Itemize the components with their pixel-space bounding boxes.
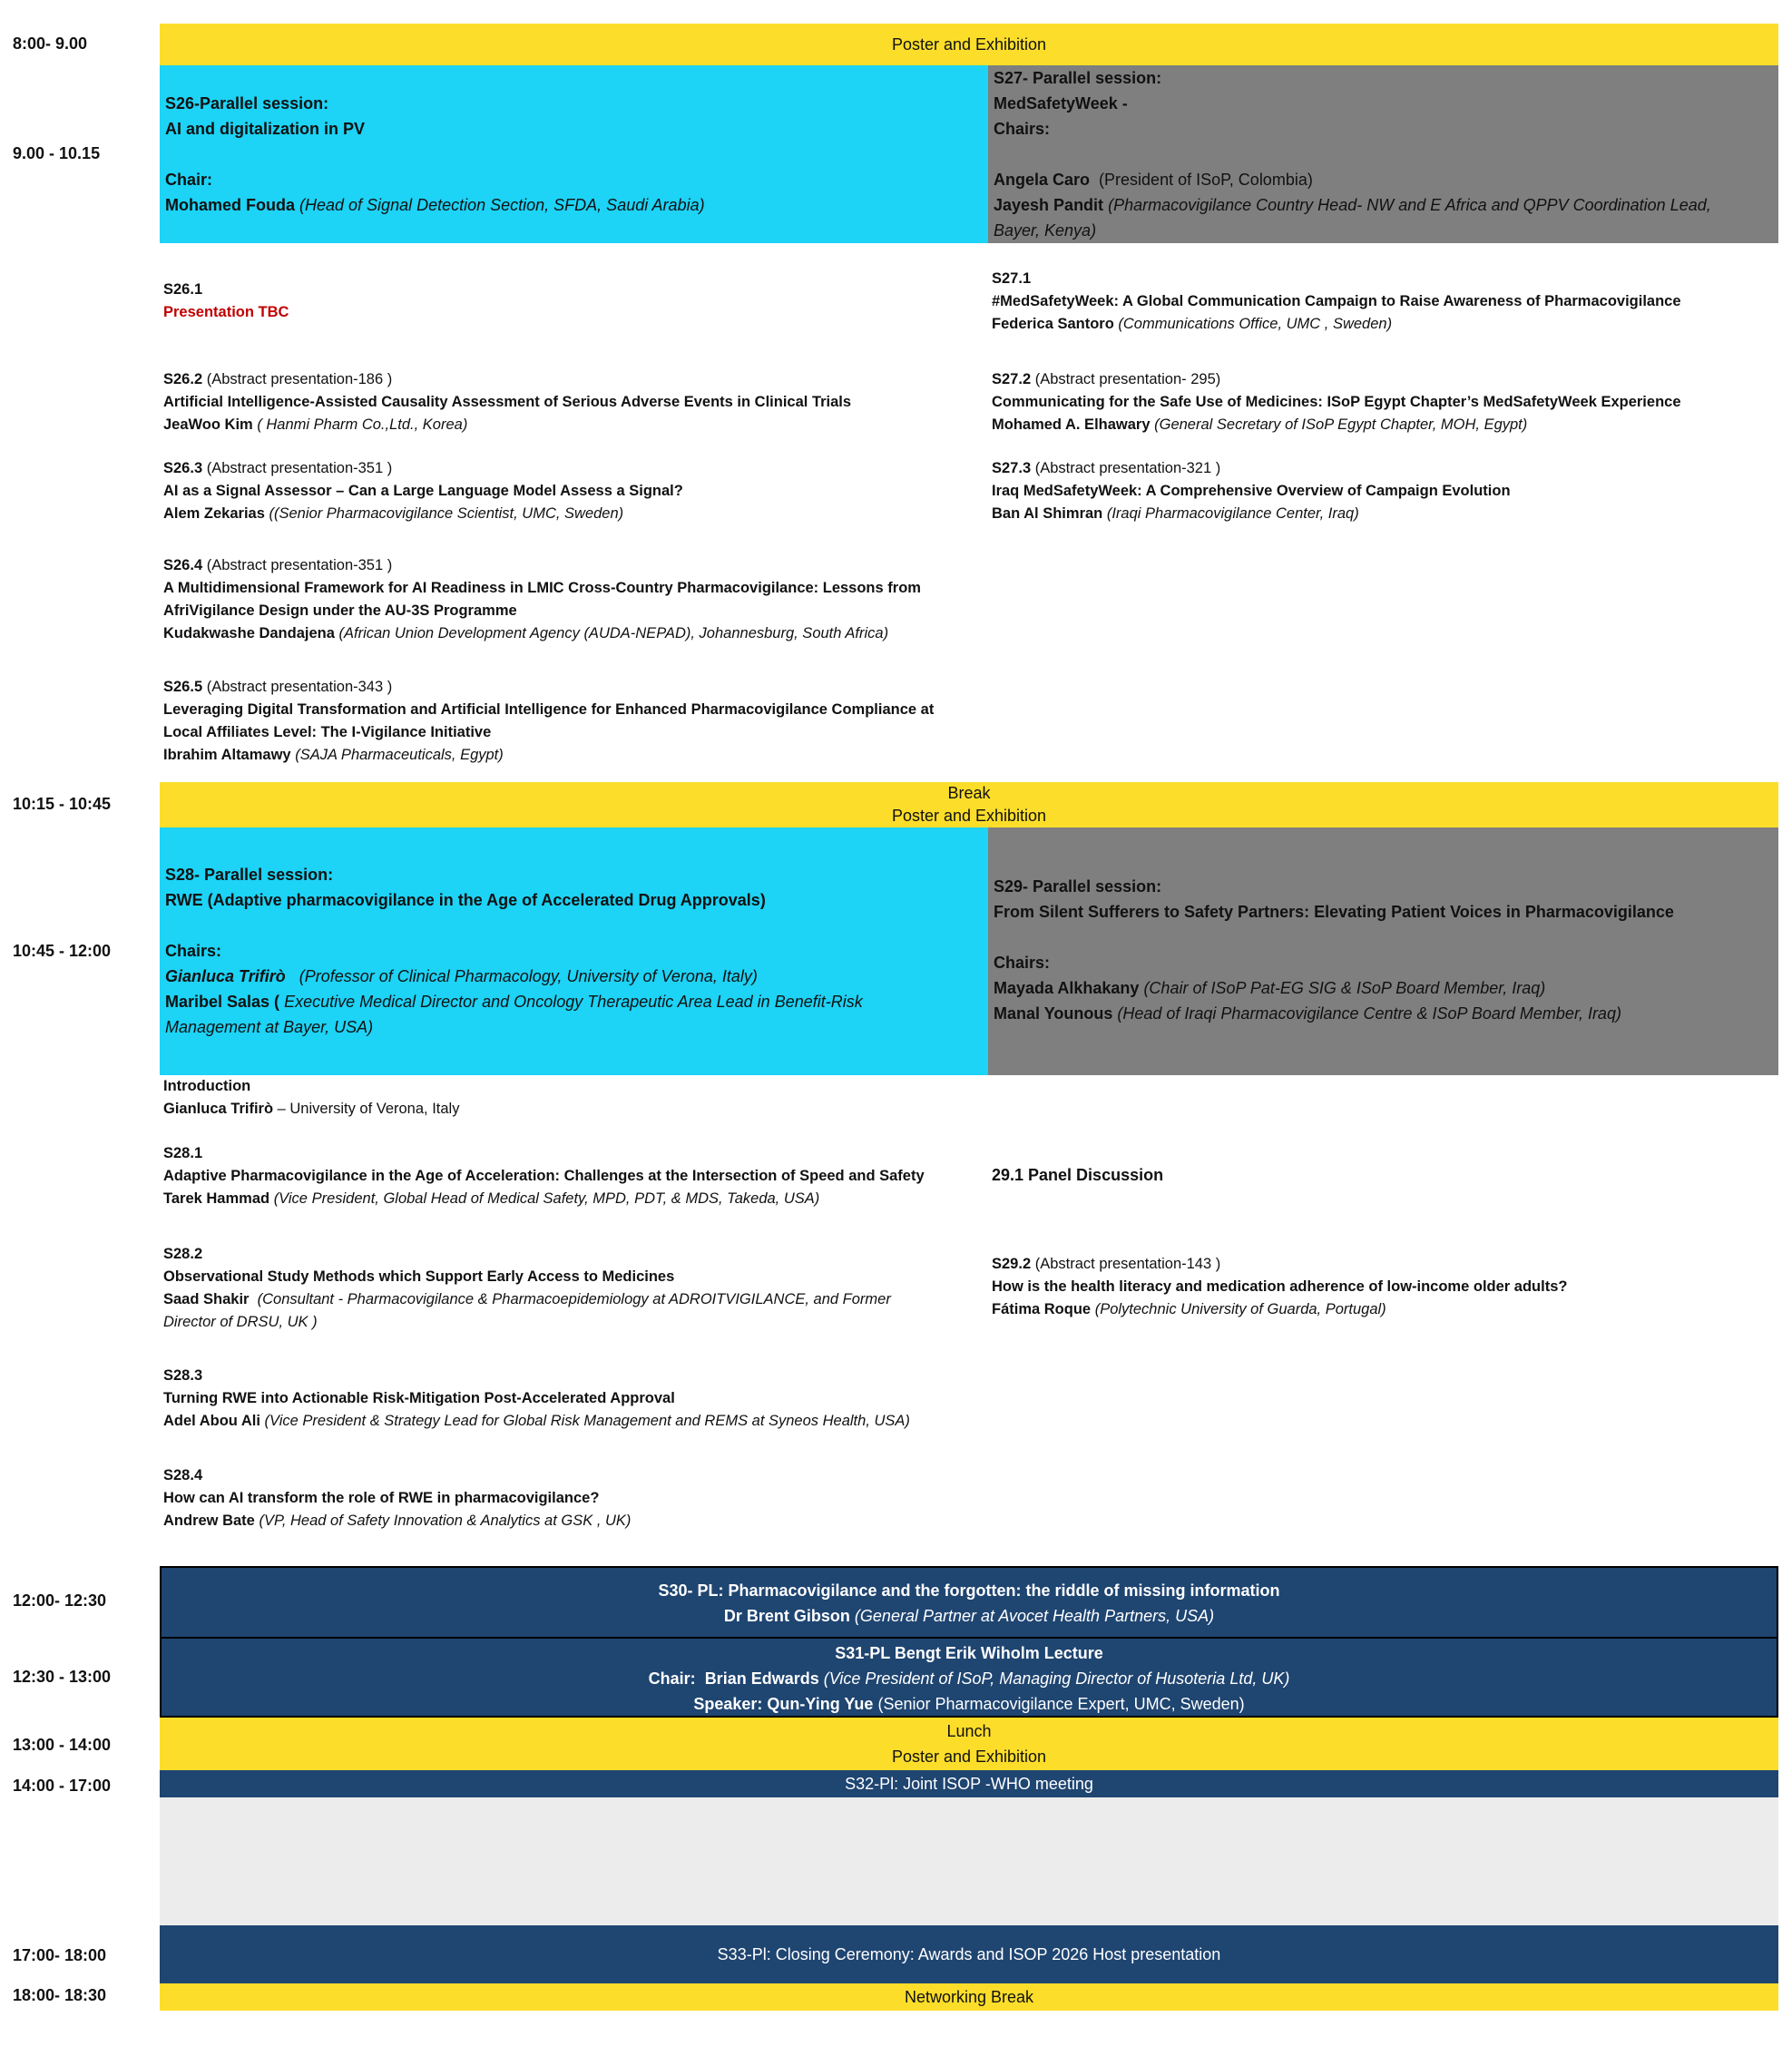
abstract-ref: (Abstract presentation-351 ) — [206, 557, 393, 573]
break-bar — [160, 782, 1778, 827]
session-subtitle: MedSafetyWeek - — [994, 94, 1128, 113]
s32-time-block — [160, 1797, 1778, 1925]
chair-affiliation: (Head of Iraqi Pharmacovigilance Centre & ISoP Board Member, Iraq) — [1117, 1004, 1621, 1023]
talk-s29-1 — [992, 1164, 1163, 1187]
speaker-name: Alem Zekarias — [163, 505, 265, 522]
talk-s26-3 — [163, 457, 683, 525]
talk-code: S26.4 — [163, 557, 203, 573]
talk-title: #MedSafetyWeek: A Global Communication Campaign to Raise Awareness of Pharmacovigilance — [992, 293, 1681, 309]
session-s31-plenary — [160, 1637, 1778, 1718]
chairs-label: Chairs: — [994, 120, 1051, 138]
speaker-affiliation: (Consultant - Pharmacovigilance & Pharmacoepidemiology at ADROITVIGILANCE, and Former — [257, 1291, 891, 1307]
chair-affiliation: (Vice President of ISoP, Managing Director of Husoteria Ltd, UK) — [823, 1669, 1290, 1688]
chair-name: Jayesh Pandit — [994, 196, 1104, 214]
speaker-name: Kudakwashe Dandajena — [163, 625, 335, 641]
talk-code: S26.2 — [163, 371, 203, 387]
chair-affiliation-cont: Management at Bayer, USA) — [165, 1018, 374, 1036]
talk-code: S27.3 — [992, 460, 1032, 476]
chair-affiliation: Executive Medical Director and Oncology Therapeutic Area Lead in Benefit-Risk — [284, 993, 863, 1011]
talk-title: Iraq MedSafetyWeek: A Comprehensive Overview of Campaign Evolution — [992, 483, 1511, 499]
chair-name: Brian Edwards — [704, 1669, 819, 1688]
chair-affiliation: (Pharmacovigilance Country Head- NW and E Africa and QPPV Coordination Lead, — [1108, 196, 1711, 214]
speaker-affiliation: (Polytechnic University of Guarda, Portugal) — [1094, 1301, 1386, 1317]
speaker-label: Speaker — [693, 1695, 758, 1713]
speaker-affiliation: ((Senior Pharmacovigilance Scientist, UMC, Sweden) — [269, 505, 624, 522]
speaker-name: Adel Abou Ali — [163, 1413, 260, 1429]
time-label: 12:00- 12:30 — [13, 1591, 107, 1610]
session-title: S28- Parallel session: — [165, 866, 334, 884]
talk-title: 29.1 Panel Discussion — [992, 1166, 1164, 1184]
speaker-affiliation-cont: Director of DRSU, UK ) — [163, 1314, 318, 1330]
speaker-affiliation: – University of Verona, Italy — [277, 1101, 460, 1117]
chair-affiliation: (Professor of Clinical Pharmacology, University of Verona, Italy) — [299, 967, 758, 985]
talk-s28-1 — [163, 1142, 925, 1210]
talk-s26-4 — [163, 554, 921, 645]
chair-affiliation: (Chair of ISoP Pat-EG SIG & ISoP Board Member, Iraq) — [1143, 979, 1546, 997]
time-label: 18:00- 18:30 — [13, 1986, 107, 2004]
abstract-ref: (Abstract presentation-343 ) — [206, 679, 393, 695]
speaker-name: Saad Shakir — [163, 1291, 250, 1307]
speaker-name: Ban Al Shimran — [992, 505, 1103, 522]
speaker-affiliation: (African Union Development Agency (AUDA-NEPAD), Johannesburg, South Africa) — [338, 625, 889, 641]
chair-name: Gianluca Trifirò — [165, 967, 286, 985]
chair-affiliation-cont: Bayer, Kenya) — [994, 221, 1097, 240]
talk-code: S26.1 — [163, 281, 203, 298]
speaker-name: Ibrahim Altamawy — [163, 747, 291, 763]
chair-affiliation: (Head of Signal Detection Section, SFDA, Saudi Arabia) — [299, 196, 705, 214]
session-title: S33-Pl: Closing Ceremony: Awards and ISOP 2026 Host presentation — [717, 1945, 1221, 1963]
speaker-name: Fátima Roque — [992, 1301, 1092, 1317]
speaker-name: JeaWoo Kim — [163, 416, 253, 433]
talk-code: Introduction — [163, 1078, 251, 1094]
talk-title: Presentation TBC — [163, 304, 289, 320]
abstract-ref: (Abstract presentation-351 ) — [206, 460, 393, 476]
talk-code: S28.3 — [163, 1367, 203, 1384]
speaker-affiliation: (General Partner at Avocet Health Partners, USA) — [854, 1607, 1215, 1625]
chair-label: Chair: — [165, 171, 213, 189]
speaker-name: : Qun-Ying Yue — [757, 1695, 874, 1713]
talk-title: A Multidimensional Framework for AI Readiness in LMIC Cross-Country Pharmacovigilance: Lessons from — [163, 580, 921, 596]
abstract-ref: (Abstract presentation-143 ) — [1034, 1256, 1221, 1272]
session-title: S32-Pl: Joint ISOP -WHO meeting — [845, 1775, 1093, 1793]
abstract-ref: (Abstract presentation- 295) — [1034, 371, 1221, 387]
talk-title-cont: Local Affiliates Level: The I-Vigilance Initiative — [163, 724, 492, 740]
chair-affiliation: (President of ISoP, Colombia) — [1099, 171, 1313, 189]
time-label: 13:00 - 14:00 — [13, 1736, 112, 1754]
speaker-name: Andrew Bate — [163, 1513, 255, 1529]
talk-title: How can AI transform the role of RWE in pharmacovigilance? — [163, 1490, 600, 1506]
break-label: Break — [947, 784, 991, 802]
talk-code: S28.1 — [163, 1145, 203, 1161]
speaker-name: Dr Brent Gibson — [723, 1607, 850, 1625]
speaker-name: Federica Santoro — [992, 316, 1114, 332]
chair-name: Maribel Salas ( — [165, 993, 280, 1011]
time-label: 9.00 - 10.15 — [13, 144, 101, 162]
speaker-name: Gianluca Trifirò — [163, 1101, 274, 1117]
speaker-affiliation: (Communications Office, UMC , Sweden) — [1118, 316, 1393, 332]
talk-s28-4 — [163, 1464, 631, 1532]
talk-title: Turning RWE into Actionable Risk-Mitigation Post-Accelerated Approval — [163, 1390, 675, 1406]
talk-title: How is the health literacy and medication adherence of low-income older adults? — [992, 1278, 1568, 1295]
talk-title: Observational Study Methods which Support Early Access to Medicines — [163, 1268, 675, 1285]
session-s30-plenary — [160, 1566, 1778, 1639]
speaker-affiliation: (General Secretary of ISoP Egypt Chapter, MOH, Egypt) — [1154, 416, 1528, 433]
lunch-label: Lunch — [946, 1722, 992, 1740]
speaker-affiliation: ( Hanmi Pharm Co.,Ltd., Korea) — [257, 416, 468, 433]
time-label: 12:30 - 13:00 — [13, 1668, 112, 1686]
time-label: 17:00- 18:00 — [13, 1946, 107, 1964]
talk-s28-intro — [163, 1075, 459, 1121]
poster-label: Poster and Exhibition — [891, 807, 1047, 825]
talk-s27-3 — [992, 457, 1511, 525]
session-title: S30- PL: Pharmacovigilance and the forgotten: the riddle of missing information — [658, 1581, 1280, 1600]
talk-title: Adaptive Pharmacovigilance in the Age of Acceleration: Challenges at the Intersection of Speed and Safety — [163, 1168, 925, 1184]
session-subtitle: AI and digitalization in PV — [165, 120, 366, 138]
session-s28-header — [160, 827, 988, 1075]
lunch-bar — [160, 1718, 1778, 1770]
speaker-affiliation: (VP, Head of Safety Innovation & Analytics at GSK , UK) — [259, 1513, 632, 1529]
chair-name: Mayada Alkhakany — [994, 979, 1140, 997]
talk-code: S29.2 — [992, 1256, 1032, 1272]
speaker-affiliation: (Vice President, Global Head of Medical Safety, MPD, PDT, & MDS, Takeda, USA) — [273, 1190, 820, 1207]
talk-s28-3 — [163, 1365, 910, 1433]
talk-s27-1 — [992, 268, 1681, 336]
chairs-label: Chairs: — [165, 942, 222, 960]
talk-code: S28.4 — [163, 1467, 203, 1483]
talk-code: S26.3 — [163, 460, 203, 476]
session-s27-header — [988, 65, 1778, 243]
talk-code: S27.1 — [992, 270, 1032, 287]
session-title: S29- Parallel session: — [994, 877, 1162, 896]
session-title: S31-PL Bengt Erik Wiholm Lecture — [835, 1644, 1103, 1662]
talk-s28-2 — [163, 1243, 891, 1334]
talk-title: Artificial Intelligence-Assisted Causality Assessment of Serious Adverse Events in Clinical Trials — [163, 394, 852, 410]
talk-s26-2 — [163, 368, 851, 436]
chair-name: Manal Younous — [994, 1004, 1113, 1023]
abstract-ref: (Abstract presentation-321 ) — [1034, 460, 1221, 476]
abstract-ref: (Abstract presentation-186 ) — [206, 371, 393, 387]
talk-title: Communicating for the Safe Use of Medicines: ISoP Egypt Chapter’s MedSafetyWeek Experience — [992, 394, 1681, 410]
talk-title-cont: AfriVigilance Design under the AU-3S Programme — [163, 602, 517, 619]
poster-label: Poster and Exhibition — [891, 1748, 1047, 1766]
time-label: 10:15 - 10:45 — [13, 795, 112, 813]
chair-name: Angela Caro — [994, 171, 1091, 189]
speaker-affiliation: (SAJA Pharmaceuticals, Egypt) — [295, 747, 504, 763]
session-title: S27- Parallel session: — [994, 69, 1162, 87]
speaker-affiliation: (Iraqi Pharmacovigilance Center, Iraq) — [1106, 505, 1359, 522]
talk-code: S27.2 — [992, 371, 1032, 387]
session-subtitle: RWE (Adaptive pharmacovigilance in the Age of Accelerated Drug Approvals) — [165, 891, 766, 909]
poster-exhibition-bar — [160, 24, 1778, 65]
session-s26-header — [160, 65, 988, 243]
speaker-name: Mohamed A. Elhawary — [992, 416, 1151, 433]
talk-s26-5 — [163, 676, 934, 767]
talk-title: AI as a Signal Assessor – Can a Large Language Model Assess a Signal? — [163, 483, 683, 499]
session-s32-bar — [160, 1770, 1778, 1797]
networking-break-bar — [160, 1983, 1778, 2011]
session-s29-header — [988, 827, 1778, 1075]
session-s33-bar — [160, 1925, 1778, 1983]
speaker-name: Tarek Hammad — [163, 1190, 270, 1207]
speaker-affiliation: (Vice President & Strategy Lead for Global Risk Management and REMS at Syneos Health, USA) — [264, 1413, 910, 1429]
bar-label: Poster and Exhibition — [891, 35, 1047, 54]
talk-s27-2 — [992, 368, 1681, 436]
chair-name: Mohamed Fouda — [165, 196, 295, 214]
talk-code: S28.2 — [163, 1246, 203, 1262]
talk-code: S26.5 — [163, 679, 203, 695]
session-subtitle: From Silent Sufferers to Safety Partners: Elevating Patient Voices in Pharmacovigilance — [994, 903, 1674, 921]
session-title: S26-Parallel session: — [165, 94, 329, 113]
chairs-label: Chairs: — [994, 954, 1051, 972]
time-label: 8:00- 9.00 — [13, 34, 88, 53]
talk-s26-1 — [163, 279, 289, 324]
bar-label: Networking Break — [904, 1988, 1034, 2006]
speaker-affiliation: (Senior Pharmacovigilance Expert, UMC, Sweden) — [877, 1695, 1245, 1713]
time-label: 10:45 - 12:00 — [13, 942, 112, 960]
talk-s29-2 — [992, 1253, 1567, 1321]
time-label: 14:00 - 17:00 — [13, 1777, 112, 1795]
chair-label: Chair: — [648, 1669, 696, 1688]
talk-title: Leveraging Digital Transformation and Artificial Intelligence for Enhanced Pharmacovigilance Compliance at — [163, 701, 935, 718]
